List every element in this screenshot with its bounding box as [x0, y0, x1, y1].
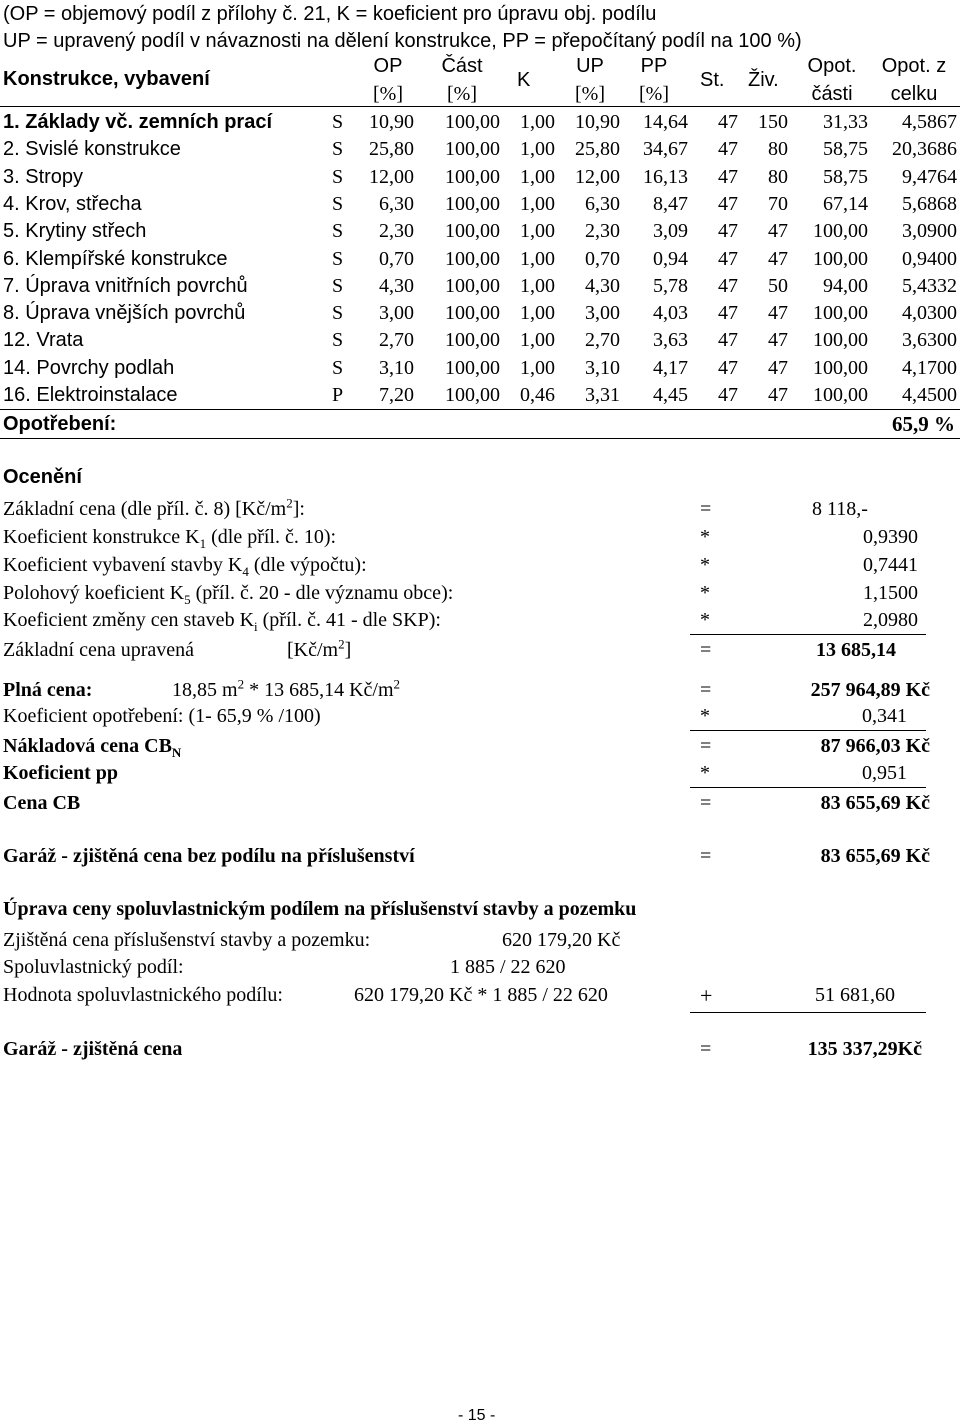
table-cell-op: 25,80 — [369, 138, 414, 161]
table-cell-k: 1,00 — [520, 302, 555, 325]
table-cell-cast: 100,00 — [445, 247, 500, 270]
zakladni-cena-label: Základní cena (dle příl. č. 8) $[Kč/m^2]$: — [3, 495, 305, 520]
garaz-bez-value: 83 655,69 Kč — [820, 845, 930, 867]
table-cell-pp: 14,64 — [643, 111, 688, 133]
table-cell-op: 6,30 — [379, 192, 414, 215]
table-cell-opot-celku: 4,5867 — [902, 111, 957, 133]
hodnota-op: + — [700, 983, 713, 1008]
table-cell-opot-casti: 100,00 — [813, 384, 868, 406]
table-cell-up: 2,30 — [585, 220, 620, 243]
koef-pp-label: Koeficient pp — [3, 762, 118, 784]
table-cell-ziv: 50 — [768, 274, 788, 297]
zakladni-cena-op: = — [700, 498, 712, 520]
table-cell-cast: 100,00 — [445, 274, 500, 297]
table-cell-st: 47 — [718, 384, 738, 406]
table-cell-k: 1,00 — [520, 138, 555, 161]
table-cell-type: S — [332, 247, 344, 270]
garaz-op: = — [700, 1038, 712, 1060]
table-cell-st: 47 — [718, 247, 738, 270]
plna-cena-value: 257 964,89 Kč — [810, 679, 930, 701]
table-cell-ziv: 80 — [768, 165, 788, 188]
table-cell-cast: 100,00 — [445, 384, 500, 406]
table-cell-st: 47 — [718, 220, 738, 243]
table-cell-name: 14. Povrchy podlah — [3, 356, 175, 379]
table-cell-up: 4,30 — [585, 274, 620, 297]
table-cell-opot-casti: 67,14 — [823, 192, 868, 215]
table-cell-pp: 8,47 — [653, 192, 688, 215]
hodnota-rule — [690, 1012, 926, 1013]
table-cell-op: 3,00 — [379, 302, 414, 325]
table-cell-ziv: 47 — [768, 384, 788, 406]
table-cell-pp: 34,67 — [643, 138, 688, 161]
zjistena-label: Zjištěná cena příslušenství stavby a pozemku: — [3, 929, 371, 951]
table-cell-pp: 16,13 — [643, 165, 688, 188]
table-cell-type: S — [332, 220, 344, 243]
koef-pp-op: * — [700, 762, 710, 784]
table-cell-k: 1,00 — [520, 165, 555, 188]
table-cell-opot-casti: 58,75 — [823, 165, 868, 188]
table-cell-pp: 0,94 — [653, 247, 688, 270]
garaz-bez-op: = — [700, 845, 712, 867]
koef-pp-rule — [690, 787, 926, 788]
koef-opot-value: 0,341 — [862, 705, 907, 727]
table-cell-st: 47 — [718, 302, 738, 325]
table-cell-type: S — [332, 165, 344, 188]
table-cell-name: 4. Krov, střecha — [3, 192, 142, 215]
header-opot-casti-2: části — [811, 83, 853, 105]
table-cell-opot-celku: 4,1700 — [902, 356, 957, 379]
table-cell-k: 1,00 — [520, 111, 555, 133]
plna-cena-formula: 18,85 $m^2 * 13$ 685,14 $Kč/m^2$ — [172, 676, 400, 701]
table-cell-name: 12. Vrata — [3, 329, 84, 352]
table-cell-ziv: 47 — [768, 220, 788, 243]
page-number: - 15 - — [458, 1407, 496, 1424]
header-up: UP — [576, 55, 604, 77]
opotrebeni-label: Opotřebení: — [3, 413, 117, 435]
table-cell-opot-casti: 100,00 — [813, 302, 868, 325]
table-cell-op: 10,90 — [369, 111, 414, 133]
zakl-upravena-op: = — [700, 639, 712, 661]
table-cell-type: S — [332, 192, 344, 215]
table-cell-st: 47 — [718, 111, 738, 133]
table-cell-opot-casti: 100,00 — [813, 220, 868, 243]
koef-ki-op: * — [700, 609, 710, 631]
zjistena-value: 620 179,20 Kč — [502, 929, 621, 951]
legend-line-2: UP = upravený podíl v návaznosti na dělení konstrukce, PP = přepočítaný podíl na 100 %) — [3, 30, 802, 52]
table-cell-pp: 4,45 — [653, 384, 688, 406]
table-cell-opot-celku: 5,6868 — [902, 192, 957, 215]
table-cell-opot-casti: 94,00 — [823, 274, 868, 297]
table-cell-k: 1,00 — [520, 192, 555, 215]
plna-cena-op: = — [700, 679, 712, 701]
table-cell-pp: 3,09 — [653, 220, 688, 243]
opotrebeni-rule-top — [0, 409, 960, 410]
header-cast: Část — [441, 55, 483, 77]
header-cast-unit: [%] — [447, 83, 477, 105]
header-rule — [0, 106, 960, 107]
podil-value: 1 885 / 22 620 — [450, 956, 566, 978]
table-cell-name: 8. Úprava vnějších povrchů — [3, 302, 246, 325]
table-cell-type: S — [332, 111, 344, 133]
table-cell-type: S — [332, 302, 344, 325]
garaz-bez-label: Garáž - zjištěná cena bez podílu na příslušenství — [3, 845, 415, 867]
opotrebeni-value: 65,9 % — [892, 412, 955, 436]
table-cell-op: 2,70 — [379, 329, 414, 352]
table-cell-up: 3,00 — [585, 302, 620, 325]
koef-ki-label: Koeficient změny cen staveb $K_i$ (příl. č. 41 - dle SKP): — [3, 609, 441, 634]
table-cell-cast: 100,00 — [445, 220, 500, 243]
table-cell-pp: 4,03 — [653, 302, 688, 325]
table-cell-op: 7,20 — [379, 384, 414, 406]
header-pp: PP — [640, 55, 668, 77]
table-cell-type: P — [332, 384, 344, 406]
table-cell-name: 16. Elektroinstalace — [3, 384, 178, 406]
table-cell-name: 3. Stropy — [3, 165, 84, 188]
koef-k5-value: 1,1500 — [863, 582, 918, 604]
header-op: OP — [373, 55, 403, 77]
podil-label: Spoluvlastnický podíl: — [3, 956, 184, 978]
header-up-unit: [%] — [575, 83, 605, 105]
table-cell-name: 5. Krytiny střech — [3, 220, 147, 243]
table-cell-opot-celku: 3,0900 — [902, 220, 957, 243]
table-cell-opot-casti: 100,00 — [813, 329, 868, 352]
table-cell-pp: 4,17 — [653, 356, 688, 379]
header-opot-celku: Opot. z — [881, 55, 947, 77]
table-cell-name: 6. Klempířské konstrukce — [3, 247, 228, 270]
table-cell-op: 0,70 — [379, 247, 414, 270]
table-cell-name: 1. Základy vč. zemních prací — [3, 111, 273, 133]
uprava-title: Úprava ceny spoluvlastnickým podílem na příslušenství stavby a pozemku — [3, 898, 637, 920]
nakladova-value: 87 966,03 Kč — [820, 735, 930, 757]
table-cell-cast: 100,00 — [445, 302, 500, 325]
table-cell-ziv: 47 — [768, 302, 788, 325]
table-cell-k: 1,00 — [520, 220, 555, 243]
header-ziv: Živ. — [748, 69, 779, 91]
table-cell-op: 2,30 — [379, 220, 414, 243]
legend-line-1: (OP = objemový podíl z přílohy č. 21, K = koeficient pro úpravu obj. podílu — [3, 3, 657, 25]
table-cell-k: 0,46 — [520, 384, 555, 406]
table-cell-ziv: 150 — [758, 111, 788, 133]
table-cell-ziv: 80 — [768, 138, 788, 161]
cena-cb-op: = — [700, 792, 712, 814]
table-cell-opot-casti: 31,33 — [823, 111, 868, 133]
table-cell-cast: 100,00 — [445, 165, 500, 188]
table-cell-opot-celku: 4,4500 — [902, 384, 957, 406]
table-cell-k: 1,00 — [520, 274, 555, 297]
header-name: Konstrukce, vybavení — [3, 68, 210, 90]
table-cell-opot-casti: 100,00 — [813, 356, 868, 379]
table-cell-opot-celku: 3,6300 — [902, 329, 957, 352]
table-cell-opot-casti: 58,75 — [823, 138, 868, 161]
table-cell-opot-celku: 0,9400 — [902, 247, 957, 270]
nakladova-op: = — [700, 735, 712, 757]
hodnota-formula: 620 179,20 Kč * 1 885 / 22 620 — [354, 984, 608, 1006]
koef-opot-rule — [690, 730, 926, 731]
table-cell-st: 47 — [718, 274, 738, 297]
header-st: St. — [700, 69, 725, 91]
table-cell-k: 1,00 — [520, 329, 555, 352]
table-cell-opot-casti: 100,00 — [813, 247, 868, 270]
table-cell-k: 1,00 — [520, 247, 555, 270]
koef-k4-value: 0,7441 — [863, 554, 918, 576]
table-cell-up: 10,90 — [575, 111, 620, 133]
koef-k1-label: Koeficient konstrukce $K_1$ (dle příl. č. 10): — [3, 526, 337, 551]
table-cell-pp: 3,63 — [653, 329, 688, 352]
table-cell-up: 3,31 — [585, 384, 620, 406]
zakl-upravena-value: 13 685,14 — [816, 639, 896, 661]
hodnota-label: Hodnota spoluvlastnického podílu: — [3, 984, 283, 1006]
header-k: K — [517, 69, 531, 91]
header-op-unit: [%] — [373, 83, 403, 105]
table-cell-ziv: 70 — [768, 192, 788, 215]
table-cell-ziv: 47 — [768, 356, 788, 379]
table-cell-opot-celku: 4,0300 — [902, 302, 957, 325]
table-cell-up: 6,30 — [585, 192, 620, 215]
table-cell-cast: 100,00 — [445, 111, 500, 133]
oceneni-title: Ocenění — [3, 466, 82, 488]
table-cell-op: 4,30 — [379, 274, 414, 297]
koef-k4-label: Koeficient vybavení stavby $K_4$ (dle výpočtu): — [3, 554, 367, 579]
zakladni-cena-value: 8 118,- — [812, 498, 868, 520]
table-cell-up: 3,10 — [585, 356, 620, 379]
header-pp-unit: [%] — [639, 83, 669, 105]
hodnota-value: 51 681,60 — [815, 984, 895, 1006]
table-cell-up: 12,00 — [575, 165, 620, 188]
table-cell-up: 2,70 — [585, 329, 620, 352]
table-cell-type: S — [332, 329, 344, 352]
table-cell-ziv: 47 — [768, 329, 788, 352]
koef-k1-value: 0,9390 — [863, 526, 918, 548]
garaz-label: Garáž - zjištěná cena — [3, 1038, 183, 1060]
koef-opot-op: * — [700, 705, 710, 727]
table-cell-k: 1,00 — [520, 356, 555, 379]
table-cell-type: S — [332, 274, 344, 297]
cena-cb-label: Cena CB — [3, 792, 81, 814]
table-cell-cast: 100,00 — [445, 138, 500, 161]
koef-k5-op: * — [700, 582, 710, 604]
koef-k5-label: Polohový koeficient $K_5$ (příl. č. 20 - dle významu obce): — [3, 582, 454, 607]
table-cell-opot-celku: 5,4332 — [902, 274, 957, 297]
garaz-value: 135 337,29Kč — [807, 1038, 922, 1060]
table-cell-st: 47 — [718, 192, 738, 215]
header-opot-celku-2: celku — [890, 83, 938, 105]
table-cell-st: 47 — [718, 165, 738, 188]
koef-ki-rule — [690, 634, 926, 635]
koef-ki-value: 2,0980 — [863, 609, 918, 631]
table-cell-up: 0,70 — [585, 247, 620, 270]
koef-k4-op: * — [700, 554, 710, 576]
table-cell-op: 3,10 — [379, 356, 414, 379]
table-cell-st: 47 — [718, 138, 738, 161]
table-cell-type: S — [332, 138, 344, 161]
table-cell-type: S — [332, 356, 344, 379]
plna-cena-label: Plná cena: — [3, 679, 93, 701]
table-cell-pp: 5,78 — [653, 274, 688, 297]
koef-k1-op: * — [700, 526, 710, 548]
nakladova-label: Nákladová cena $CB_N$ — [3, 735, 182, 760]
koef-pp-value: 0,951 — [862, 762, 907, 784]
opotrebeni-rule-bottom — [0, 438, 960, 439]
table-cell-op: 12,00 — [369, 165, 414, 188]
table-cell-cast: 100,00 — [445, 329, 500, 352]
table-cell-up: 25,80 — [575, 138, 620, 161]
table-cell-name: 7. Úprava vnitřních povrchů — [3, 274, 248, 297]
zakl-upravena-label: Základní cena upravená — [3, 639, 195, 661]
table-cell-ziv: 47 — [768, 247, 788, 270]
table-cell-cast: 100,00 — [445, 356, 500, 379]
zakl-upravena-unit: $[Kč/m^2]$ — [287, 636, 352, 661]
header-opot-casti: Opot. — [807, 55, 857, 77]
cena-cb-value: 83 655,69 Kč — [820, 792, 930, 814]
table-cell-name: 2. Svislé konstrukce — [3, 138, 181, 161]
table-cell-cast: 100,00 — [445, 192, 500, 215]
table-cell-opot-celku: 20,3686 — [892, 138, 957, 161]
table-cell-opot-celku: 9,4764 — [902, 165, 957, 188]
table-cell-st: 47 — [718, 329, 738, 352]
table-cell-st: 47 — [718, 356, 738, 379]
koef-opot-label: Koeficient opotřebení: (1- 65,9 % /100) — [3, 705, 321, 727]
